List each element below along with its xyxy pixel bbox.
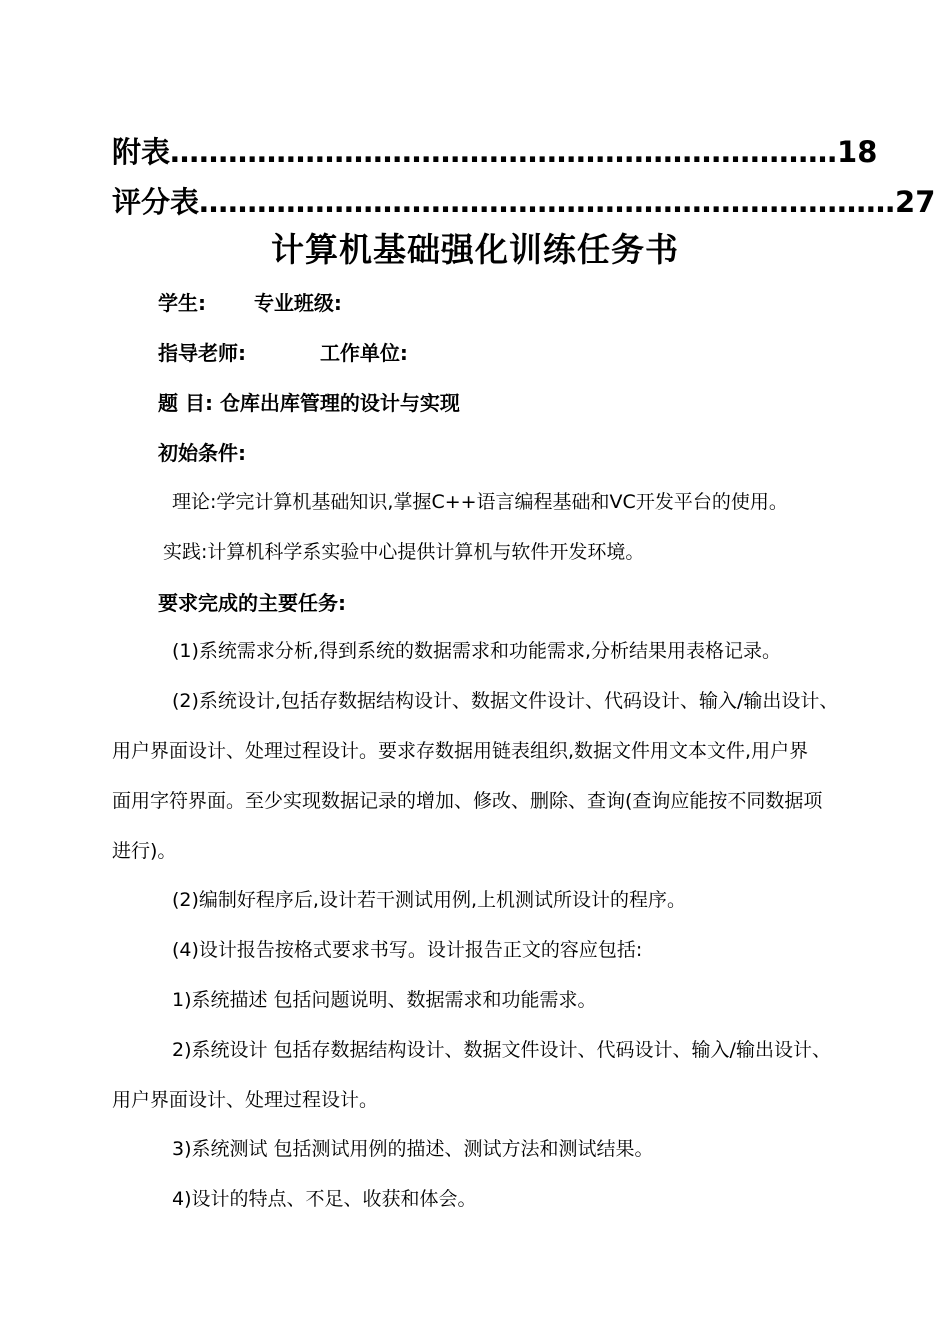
toc-page-number: 18 [837,135,878,169]
topic-row [158,387,460,416]
task-line: 面用字符界面。至少实现数据记录的增加、修改、删除、查询(查询应能按不同数据项 [112,790,823,812]
toc-entry-score-sheet[interactable] [112,180,936,221]
toc-entry-appendix[interactable] [112,130,878,171]
teacher-row [158,337,408,366]
task-line: 用户界面设计、处理过程设计。要求存数据用链表组织,数据文件用文本文件,用户界 [112,740,809,762]
student-row [158,287,342,316]
topic-label: 题 目: [158,391,213,415]
task-line: 1)系统描述 包括问题说明、数据需求和功能需求。 [172,989,597,1011]
student-label: 学生: [158,291,206,315]
tasks-heading: 要求完成的主要任务: [158,591,346,615]
task-line: (2)编制好程序后,设计若干测试用例,上机测试所设计的程序。 [172,889,686,911]
toc-leader-dots: …………………………………………………………… [170,135,838,169]
task-line: (2)系统设计,包括存数据结构设计、数据文件设计、代码设计、输入/输出设计、 [172,690,839,712]
task-line: 2)系统设计 包括存数据结构设计、数据文件设计、代码设计、输入/输出设计、 [172,1039,831,1061]
document-title: 计算机基础强化训练任务书 [271,230,679,269]
theory-line: 理论:学完计算机基础知识,掌握C++语言编程基础和VC开发平台的使用。 [172,491,788,513]
task-line: (4)设计报告按格式要求书写。设计报告正文的容应包括: [172,939,643,961]
toc-entry-label: 评分表 [112,185,200,219]
unit-label: 工作单位: [319,341,408,365]
toc-leader-dots: ……………………………………………………………… [199,185,896,219]
task-line: 3)系统测试 包括测试用例的描述、测试方法和测试结果。 [172,1138,654,1160]
teacher-label: 指导老师: [158,341,246,365]
toc-entry-label: 附表 [112,135,171,169]
task-line: 用户界面设计、处理过程设计。 [112,1089,379,1111]
practice-line: 实践:计算机科学系实验中心提供计算机与软件开发环境。 [163,541,645,563]
task-line: 4)设计的特点、不足、收获和体会。 [172,1188,477,1210]
initial-conditions-heading: 初始条件: [158,441,246,465]
task-line: (1)系统需求分析,得到系统的数据需求和功能需求,分析结果用表格记录。 [172,640,781,662]
class-label: 专业班级: [253,291,342,315]
topic-value: 仓库出库管理的设计与实现 [219,391,460,415]
task-line: 进行)。 [112,840,177,862]
toc-page-number: 27 [895,185,936,219]
